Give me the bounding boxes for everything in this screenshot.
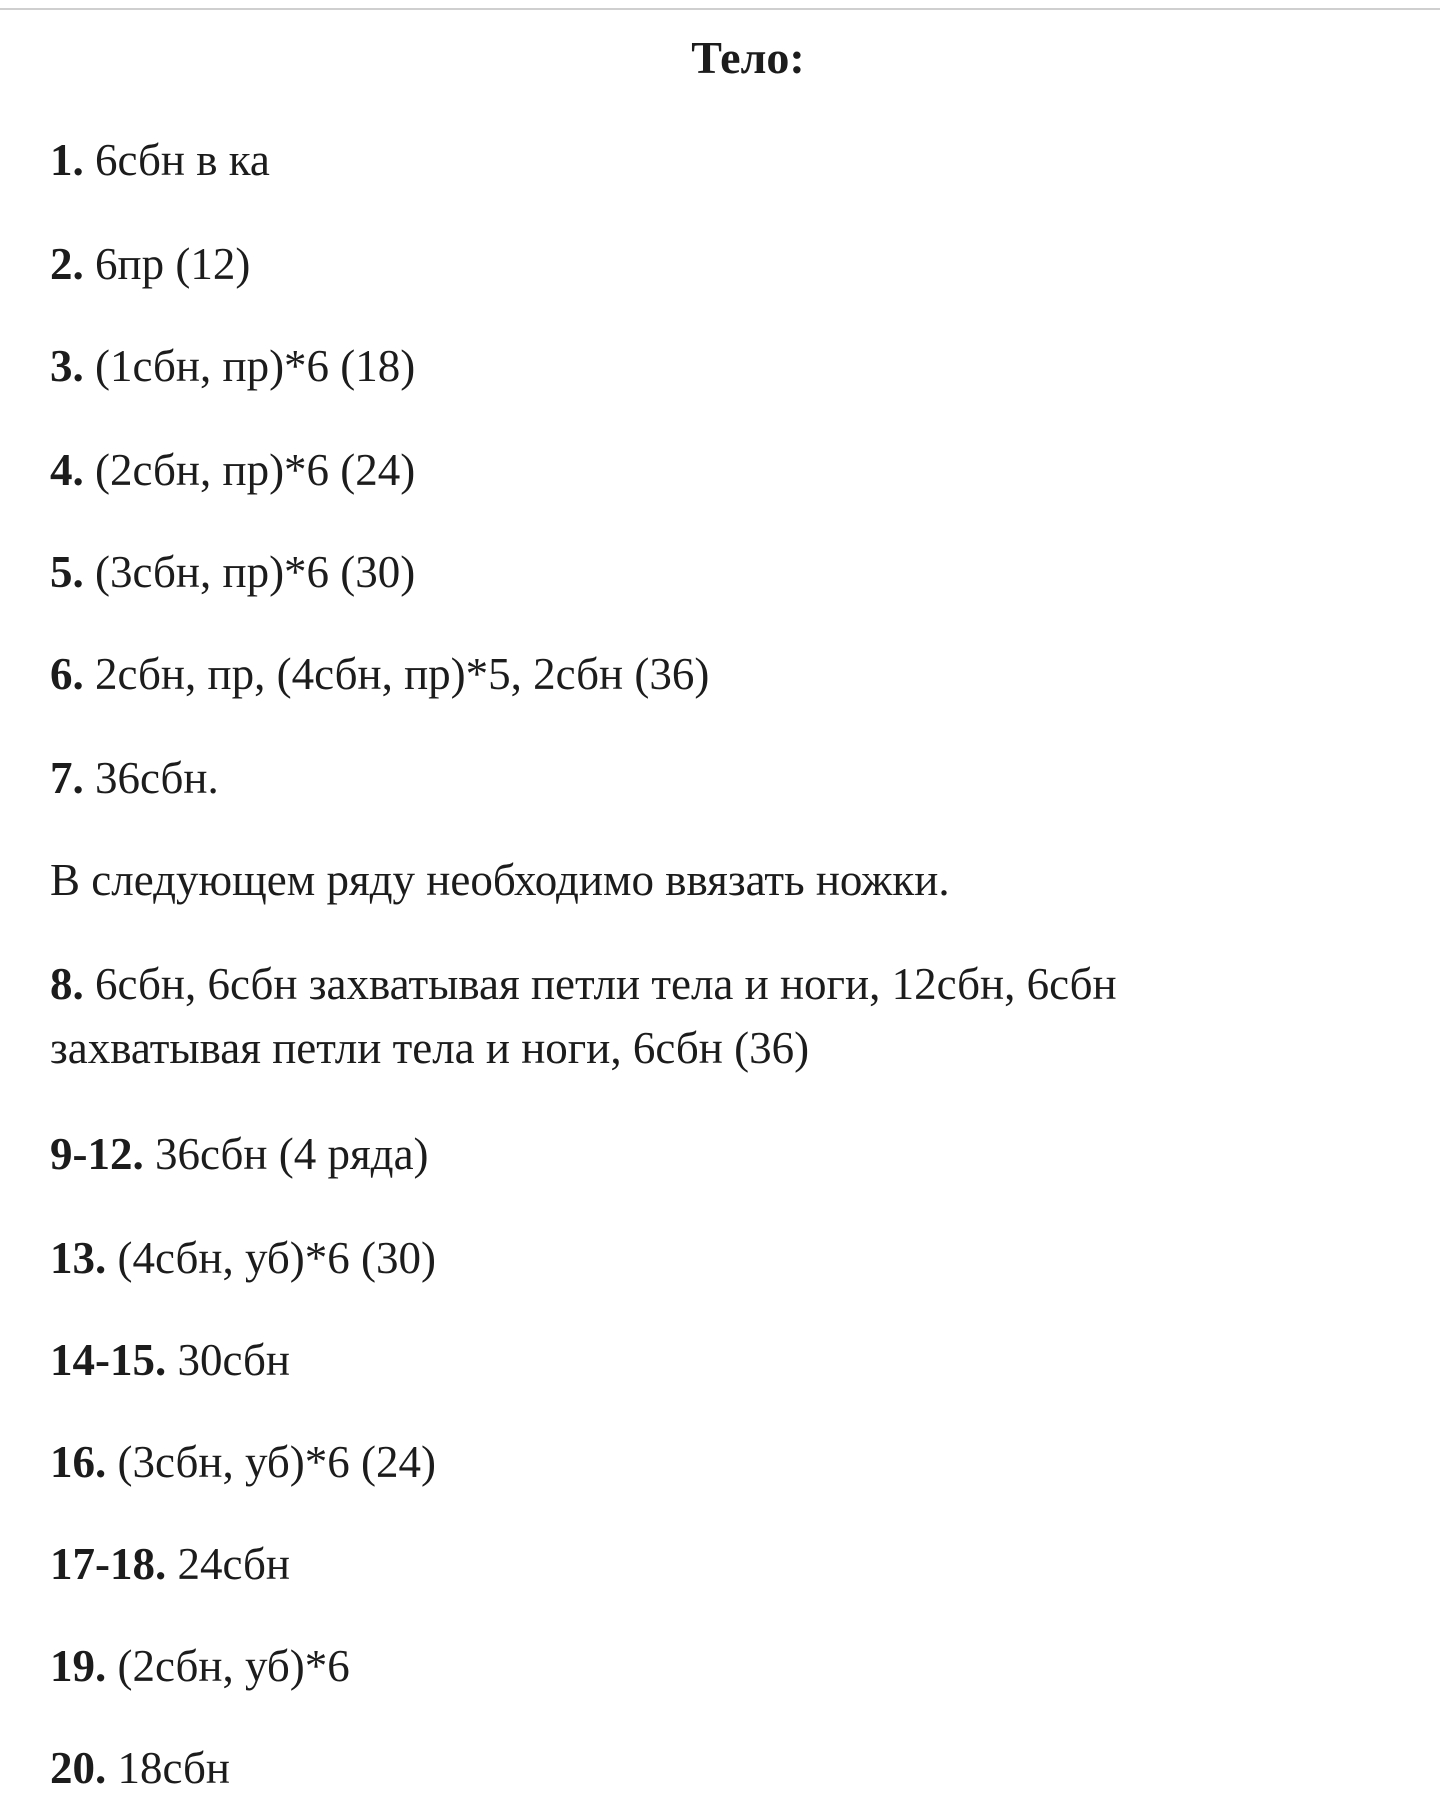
step-text: 6сбн в ка xyxy=(83,135,270,185)
top-divider xyxy=(0,8,1440,10)
step-row-13 xyxy=(50,1226,1390,1290)
step-row-2 xyxy=(50,232,1390,296)
step-number: 4. xyxy=(50,445,84,495)
note-text: В следующем ряду необходимо ввязать ножки. xyxy=(50,855,950,905)
step-row-4 xyxy=(50,438,1390,502)
step-number: 14-15. xyxy=(50,1335,167,1385)
step-number: 2. xyxy=(50,239,84,289)
step-text: (3сбн, пр)*6 (30) xyxy=(83,547,416,597)
step-text: 36сбн (4 ряда) xyxy=(143,1129,429,1179)
step-text: 18сбн xyxy=(106,1743,230,1793)
step-text: 6сбн, 6сбн захватывая петли тела и ноги, 12сбн, 6сбн xyxy=(83,959,1117,1009)
step-number: 13. xyxy=(50,1233,107,1283)
step-number: 19. xyxy=(50,1641,107,1691)
step-number: 3. xyxy=(50,341,84,391)
step-number: 7. xyxy=(50,753,84,803)
step-number: 16. xyxy=(50,1437,107,1487)
step-text: (1сбн, пр)*6 (18) xyxy=(83,341,416,391)
step-number: 5. xyxy=(50,547,84,597)
step-text: 2сбн, пр, (4сбн, пр)*5, 2сбн (36) xyxy=(83,649,710,699)
step-text: (4сбн, уб)*6 (30) xyxy=(106,1233,436,1283)
step-text: 24сбн xyxy=(166,1539,290,1589)
step-number: 17-18. xyxy=(50,1539,167,1589)
step-row-8-continued: захватывая петли тела и ноги, 6сбн (36) xyxy=(50,1023,810,1073)
step-text: (3сбн, уб)*6 (24) xyxy=(106,1437,436,1487)
step-number: 9-12. xyxy=(50,1129,144,1179)
step-text: (2сбн, пр)*6 (24) xyxy=(83,445,416,495)
step-text: 30сбн xyxy=(166,1335,290,1385)
step-text: (2сбн, уб)*6 xyxy=(106,1641,350,1691)
step-row-9-12 xyxy=(50,1122,1390,1186)
step-row-7 xyxy=(50,746,1390,810)
step-row-8 xyxy=(50,952,1390,1016)
step-row-5 xyxy=(50,540,1390,604)
step-row-19 xyxy=(50,1634,1390,1698)
step-row-1 xyxy=(50,128,1390,192)
step-row-16 xyxy=(50,1430,1390,1494)
step-row-6 xyxy=(50,642,1390,706)
step-row-14-15 xyxy=(50,1328,1390,1392)
step-number: 8. xyxy=(50,959,84,1009)
step-text: 36сбн. xyxy=(83,753,219,803)
step-number: 20. xyxy=(50,1743,107,1793)
step-row-17-18 xyxy=(50,1532,1390,1596)
step-number: 6. xyxy=(50,649,84,699)
step-row-3 xyxy=(50,334,1390,398)
step-number: 1. xyxy=(50,135,84,185)
step-text: 6пр (12) xyxy=(83,239,251,289)
step-row-20 xyxy=(50,1736,1390,1800)
page-title: Тело: xyxy=(691,32,805,83)
